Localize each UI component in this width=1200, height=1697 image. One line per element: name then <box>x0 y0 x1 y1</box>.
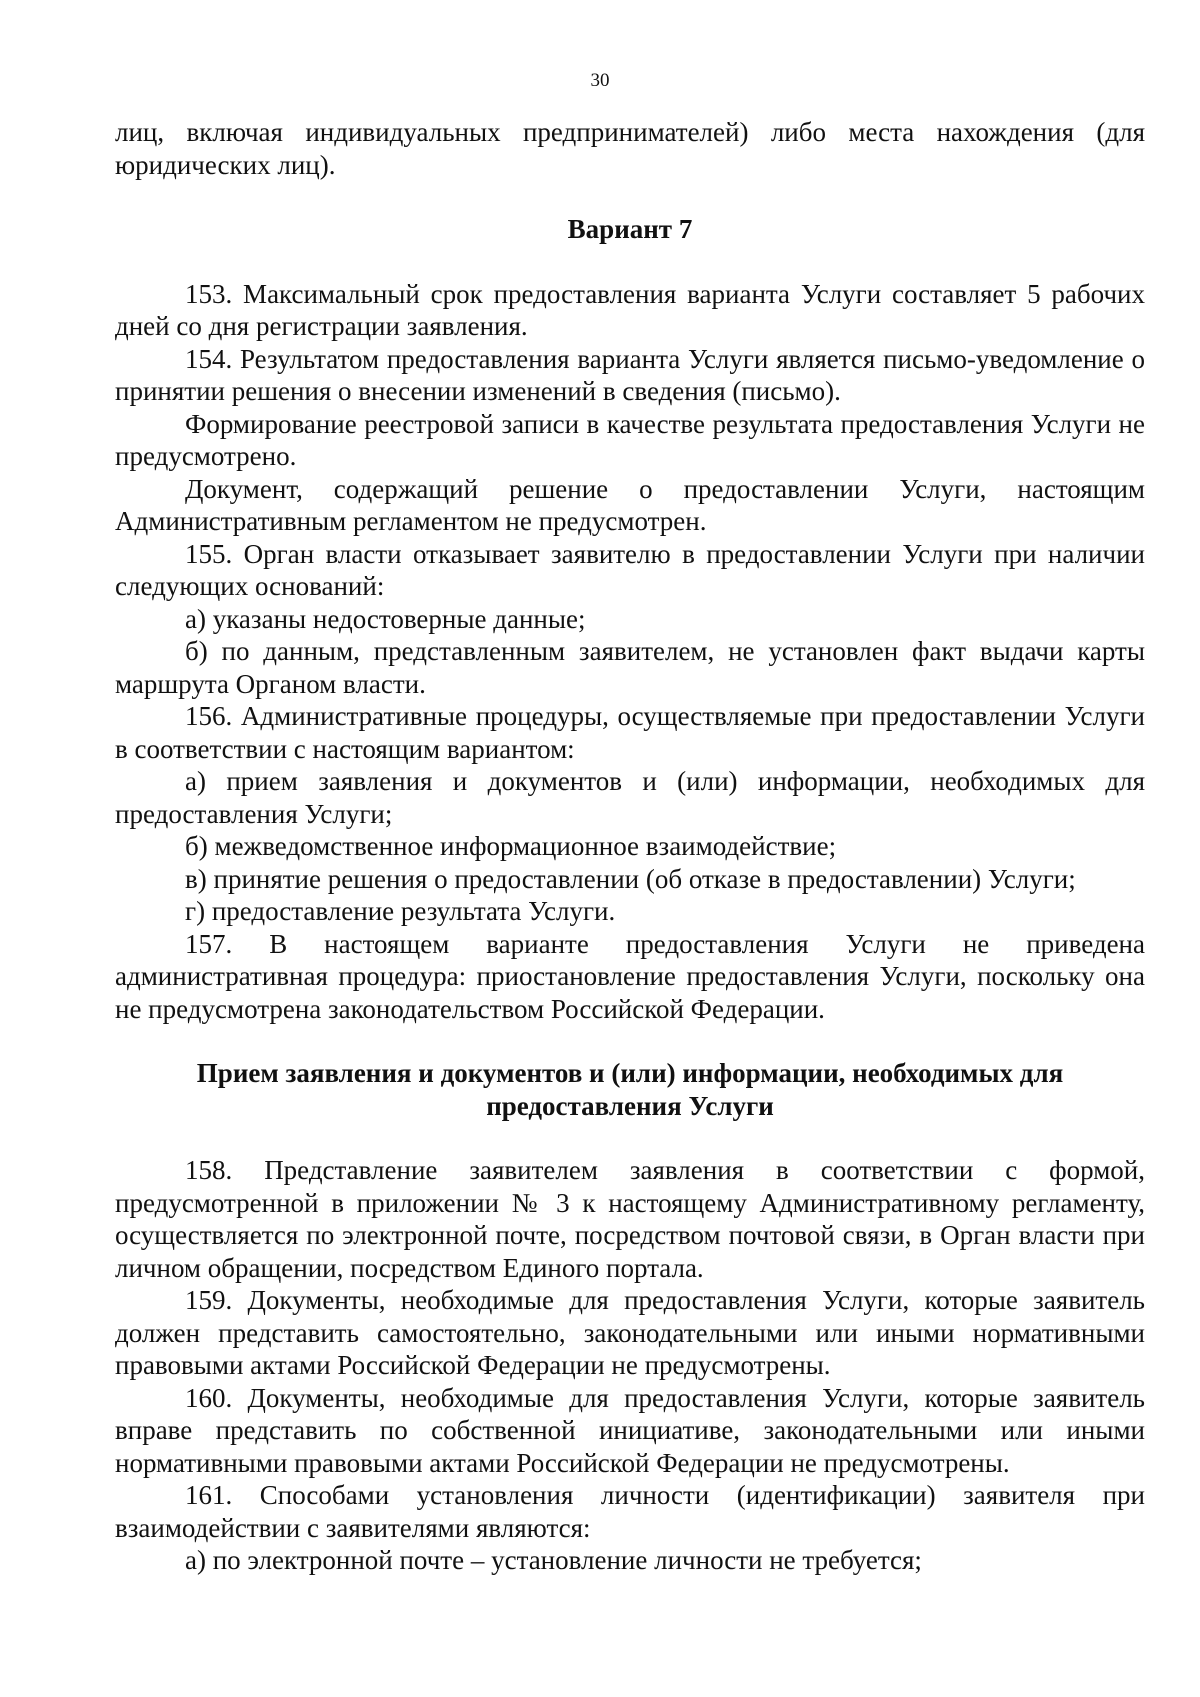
paragraph-159: 159. Документы, необходимые для предоставления Услуги, которые заявитель должен представить самостоятельно, законодательными или иными нормативными правовыми актами Российской Федерации не предусмотрены. <box>115 1285 1145 1380</box>
paragraph-157: 157. В настоящем варианте предоставления Услуги не приведена административная процедура: приостановление предоставления Услуги, поскольку она не предусмотрена законодательством Российской Федерации. <box>115 928 1145 1024</box>
document-body <box>115 116 1145 1577</box>
section-heading-reception: Прием заявления и документов и (или) информации, необходимых для предоставления Услуги <box>196 1058 1064 1121</box>
paragraph-158: 158. Представление заявителем заявления в соответствии с формой, предусмотренной в приложении № 3 к настоящему Административному регламенту, осуществляется по электронной почте, посредством почтовой связи, в Орган власти при личном обращении, посредством Единого портала. <box>115 1155 1145 1283</box>
paragraph: лиц, включая индивидуальных предпринимателей) либо места нахождения (для юридических лиц). <box>115 117 1145 180</box>
list-item: а) прием заявления и документов и (или) информации, необходимых для предоставления Услуги; <box>115 766 1145 829</box>
paragraph-156: 156. Административные процедуры, осуществляемые при предоставлении Услуги в соответствии с настоящим вариантом: <box>115 701 1145 764</box>
list-item: г) предоставление результата Услуги. <box>185 896 616 926</box>
section-heading-variant: Вариант 7 <box>567 214 693 244</box>
list-item: б) межведомственное информационное взаимодействие; <box>185 831 837 861</box>
list-item: в) принятие решения о предоставлении (об отказе в предоставлении) Услуги; <box>185 863 1076 894</box>
paragraph-154: 154. Результатом предоставления варианта Услуги является письмо-уведомление о принятии решения о внесении изменений в сведения (письмо). <box>115 343 1145 406</box>
list-item: а) указаны недостоверные данные; <box>185 603 586 634</box>
paragraph: Формирование реестровой записи в качестве результата предоставления Услуги не предусмотрено. <box>115 408 1145 471</box>
page-number: 30 <box>590 70 610 91</box>
paragraph-153: 153. Максимальный срок предоставления варианта Услуги составляет 5 рабочих дней со дня регистрации заявления. <box>115 278 1145 341</box>
paragraph-155: 155. Орган власти отказывает заявителю в предоставлении Услуги при наличии следующих оснований: <box>115 538 1145 601</box>
paragraph-161: 161. Способами установления личности (идентификации) заявителя при взаимодействии с заявителями являются: <box>115 1480 1145 1543</box>
list-item: б) по данным, представленным заявителем, не установлен факт выдачи карты маршрута Органом власти. <box>115 636 1145 699</box>
paragraph: Документ, содержащий решение о предоставлении Услуги, настоящим Административным регламентом не предусмотрен. <box>115 473 1145 536</box>
list-item: а) по электронной почте – установление личности не требуется; <box>185 1545 922 1575</box>
paragraph-160: 160. Документы, необходимые для предоставления Услуги, которые заявитель вправе представить по собственной инициативе, законодательными или иными нормативными правовыми актами Российской Федерации не предусмотрены. <box>115 1382 1145 1478</box>
